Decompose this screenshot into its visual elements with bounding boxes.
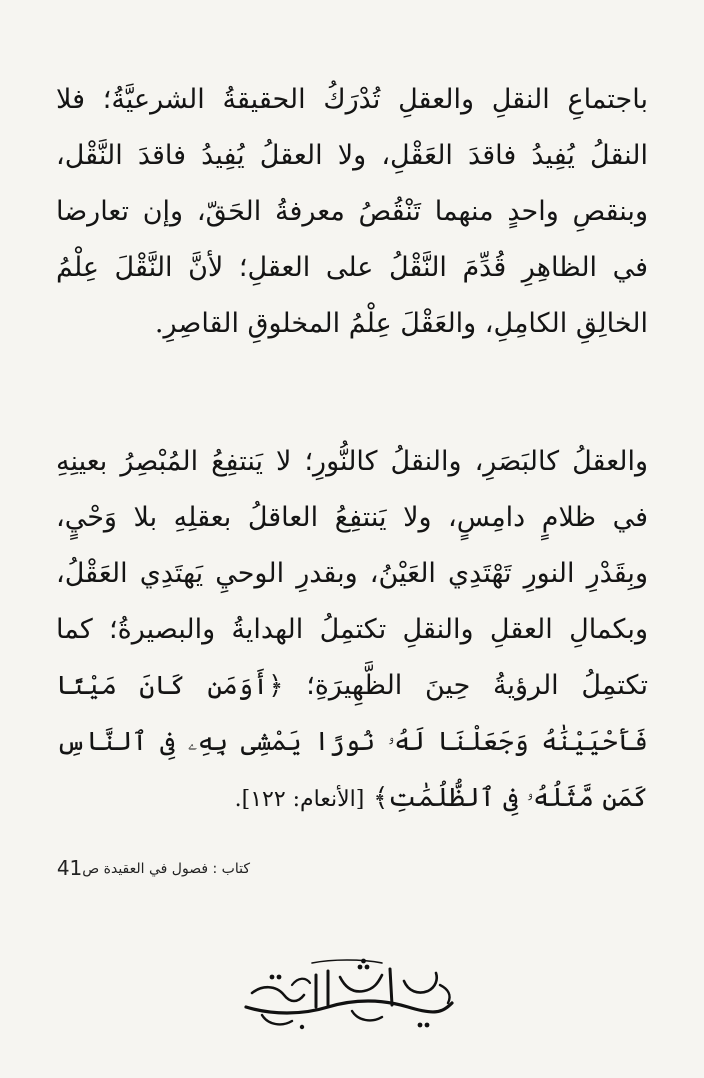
quran-verse: ﴿أَوَمَن كَانَ مَيْتًا فَأَحْيَيْنَٰهُ وَجَعَلْنَا لَهُۥ نُورًا يَمْشِى بِهِۦ فِى ٱلنَّاسِ كَمَن مَّثَلُهُۥ فِى ٱلظُّلُمَٰتِ﴾ <box>56 671 648 813</box>
paragraph-2-text: والعقلُ كالبَصَرِ، والنقلُ كالنُّورِ؛ لا يَنتفِعُ المُبْصِرُ بعينِهِ في ظلامٍ دامِسٍ، ولا يَنتفِعُ العاقلُ بعقلِهِ بلا وَحْيٍ، وبِقَدْرِ النورِ تَهْتَدِي العَيْنُ، وبقدرِ الوحيِ يَهتَدِي العَقْلُ، وبكمالِ العقلِ والنقلِ تكتمِلُ الهدايةُ والبصيرةُ؛ كما تكتمِلُ الرؤيةُ حِينَ الظَّهِيرَةِ؛ <box>56 446 648 701</box>
paragraph-1-text: باجتماعِ النقلِ والعقلِ تُدْرَكُ الحقيقةُ الشرعيَّةُ؛ فلا النقلُ يُفِيدُ فاقدَ العَقْلِ، ولا العقلُ يُفِيدُ فاقدَ النَّقْل، وبنقصِ واحدٍ منهما تَنْقُصُ معرفةُ الحَقّ، وإن تعارضا في الظاهِرِ قُدِّمَ النَّقْلُ على العقلِ؛ لأنَّ النَّقْلَ عِلْمُ الخالِقِ الكامِلِ، والعَقْلَ عِلْمُ المخلوقِ القاصِرِ. <box>56 84 648 339</box>
paragraph-1 <box>56 72 648 352</box>
source-page-number: 41 <box>56 856 83 880</box>
calligraphy-logo <box>232 955 462 1035</box>
source-citation <box>10 856 250 880</box>
source-label: كتاب : فصول في العقيدة ص <box>82 861 250 877</box>
verse-reference: [الأنعام: ١٢٢]. <box>234 787 365 812</box>
paragraph-2 <box>56 434 648 828</box>
